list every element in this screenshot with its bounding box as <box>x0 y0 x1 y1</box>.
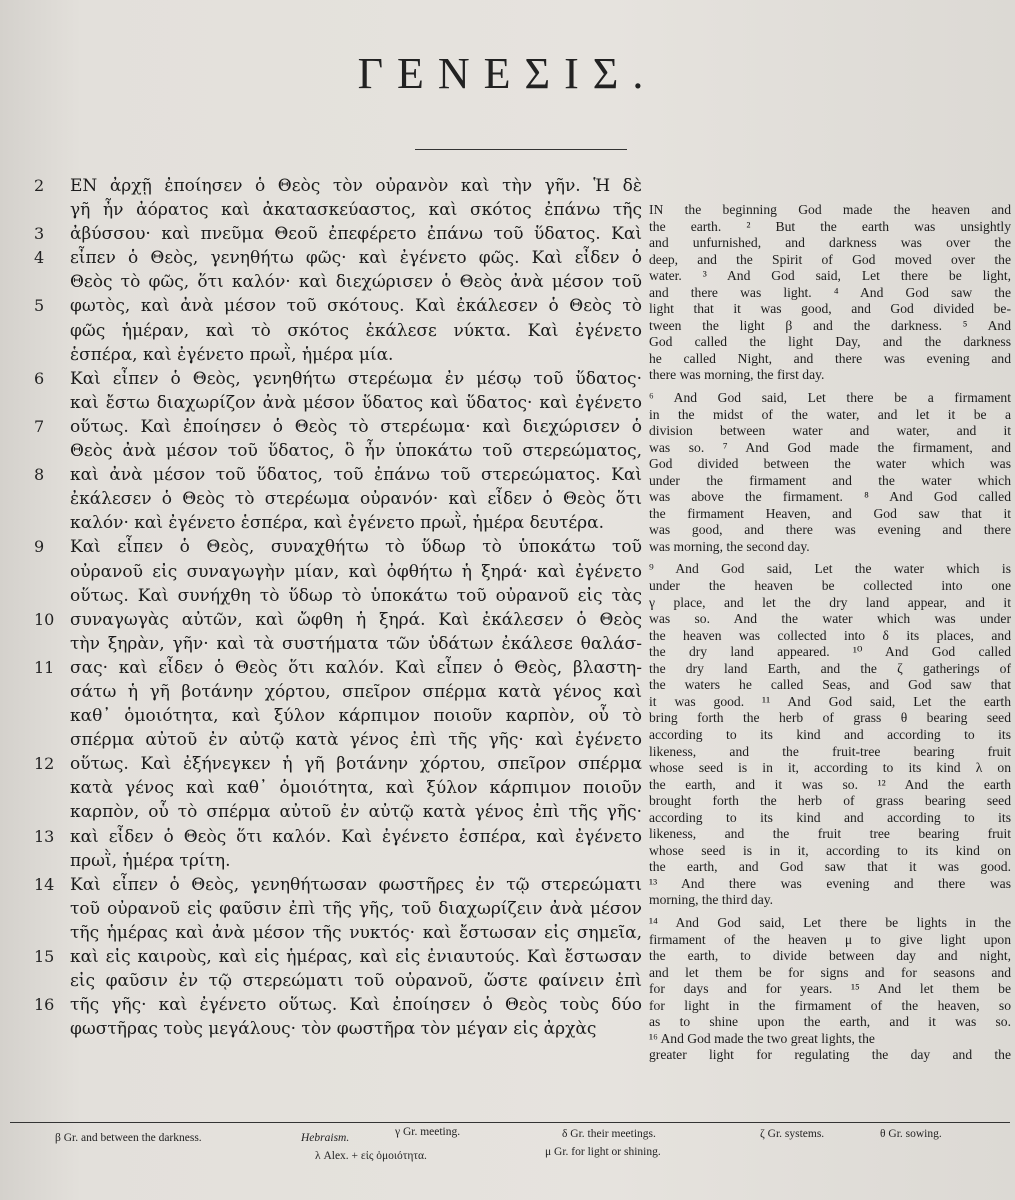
greek-line <box>34 560 642 584</box>
greek-text: τῆς γῆς· καὶ ἐγένετο οὕτως. Καὶ ἐποίησεν ὁ Θεὸς τοὺς δύο <box>70 995 642 1016</box>
verse-number: 4 <box>34 248 45 268</box>
greek-text: εἰς φαῦσιν ἐν τῷ στερεώματι τοῦ οὐρανοῦ, ὥστε φαίνειν ἐπὶ <box>70 971 642 992</box>
greek-line <box>34 1017 642 1041</box>
english-line: ⁹ And God said, Let the water which is <box>649 561 1011 577</box>
verse-number: 8 <box>34 465 45 485</box>
greek-text: οὕτως. Καὶ ἐποίησεν ὁ Θεὸς τὸ στερέωμα· καὶ διεχώρισεν ὁ <box>70 416 642 437</box>
english-line: in the midst of the water, and let it be a <box>649 406 1011 422</box>
page-title: ΓΕΝΕΣΙΣ. <box>357 49 658 98</box>
english-line: God divided between the water which was <box>649 456 1011 472</box>
greek-line <box>34 222 642 246</box>
english-line: greater light for regulating the day and the <box>649 1047 1011 1063</box>
greek-text: καθ᾽ ὁμοιότητα, καὶ ξύλον κάρπιμον ποιοῦν καρπὸν, οὗ τὸ <box>70 706 642 727</box>
greek-text: συναγωγὰς αὐτῶν, καὶ ὤφθη ἡ ξηρά. Καὶ ἐκάλεσεν ὁ Θεὸς <box>70 609 642 630</box>
greek-line <box>34 343 642 367</box>
greek-text: καλόν· καὶ ἐγένετο ἑσπέρα, καὶ ἐγένετο πρωῒ, ἡμέρα δευτέρα. <box>70 513 605 534</box>
greek-line <box>34 656 642 680</box>
greek-line <box>34 704 642 728</box>
greek-line <box>34 198 642 222</box>
english-line: tween the light β and the darkness. ⁵ And <box>649 317 1011 333</box>
greek-text: καρπὸν, οὗ τὸ σπέρμα αὐτοῦ ἐν αὐτῷ κατὰ γένος ἐπὶ τῆς γῆς· <box>70 802 642 823</box>
greek-line <box>34 319 642 343</box>
english-line: likeness, and the fruit-tree bearing fruit <box>649 743 1011 759</box>
english-line: the firmament Heaven, and God saw that it <box>649 505 1011 521</box>
greek-line <box>34 270 642 294</box>
greek-text: οὕτως. Καὶ ἐξήνεγκεν ἡ γῆ βοτάνην χόρτου, σπεῖρον σπέρμα <box>70 754 642 775</box>
english-line: the earth, and it was so. ¹² And the earth <box>649 776 1011 792</box>
english-line: there was morning, the first day. <box>649 367 825 383</box>
greek-line <box>34 463 642 487</box>
greek-line <box>34 367 642 391</box>
english-line: according to its kind and according to its <box>649 809 1011 825</box>
greek-text: ἀβύσσου· καὶ πνεῦμα Θεοῦ ἐπεφέρετο ἐπάνω τοῦ ὕδατος. Καὶ <box>70 224 642 245</box>
english-line: ¹⁴ And God said, Let there be lights in the <box>649 914 1011 930</box>
verse-number: 11 <box>34 657 55 677</box>
english-line: division between water and water, and it <box>649 423 1011 439</box>
greek-text: ΕΝ ἀρχῇ ἐποίησεν ὁ Θεὸς τὸν οὐρανὸν καὶ τὴν γῆν. Ἡ δὲ <box>70 176 642 196</box>
english-line: for days and for years. ¹⁵ And let them be <box>649 981 1011 997</box>
greek-line <box>34 439 642 463</box>
greek-line <box>34 391 642 415</box>
footnote-zeta: ζ Gr. systems. <box>760 1128 825 1140</box>
greek-text: σας· καὶ εἶδεν ὁ Θεὸς ὅτι καλόν. Καὶ εἶπεν ὁ Θεὸς, βλαστη- <box>70 657 642 678</box>
greek-text: οὐρανοῦ εἰς συναγωγὴν μίαν, καὶ ὀφθήτω ἡ ξηρά· καὶ ἐγένετο <box>70 561 642 582</box>
english-line: he called Night, and there was evening and <box>649 350 1011 366</box>
greek-line <box>34 993 642 1017</box>
english-line: under the firmament and the water which <box>649 472 1011 488</box>
greek-text: Θεὸς τὸ φῶς, ὅτι καλόν· καὶ διεχώρισεν ὁ Θεὸς ἀνὰ μέσον τοῦ <box>70 272 642 293</box>
greek-column <box>34 174 642 1041</box>
greek-line <box>34 849 642 873</box>
verse-number: 6 <box>34 368 45 388</box>
greek-text: τοῦ οὐρανοῦ εἰς φαῦσιν ἐπὶ τῆς γῆς, τοῦ διαχωρίζειν ἀνὰ μέσον <box>70 898 642 919</box>
verse-number: 5 <box>34 296 45 316</box>
verse-number: 7 <box>34 416 45 436</box>
greek-line <box>34 246 642 270</box>
english-line: the dry land appeared. ¹⁰ And God called <box>649 644 1011 660</box>
verse-number: 15 <box>34 947 55 966</box>
greek-text: Καὶ εἶπεν ὁ Θεὸς, γενηθήτω στερέωμα ἐν μέσῳ τοῦ ὕδατος· <box>70 368 642 389</box>
greek-text: κατὰ γένος καὶ καθ᾽ ὁμοιότητα, καὶ ξύλον κάρπιμον ποιοῦν <box>70 778 642 799</box>
english-line: for light in the firmament of the heaven, so <box>649 997 1011 1013</box>
greek-text: Καὶ εἶπεν ὁ Θεὸς, συναχθήτω τὸ ὕδωρ τὸ ὑποκάτω τοῦ <box>70 537 642 558</box>
english-line: the waters he called Seas, and God saw that <box>649 677 1011 693</box>
greek-text: τὴν ξηρὰν, γῆν· καὶ τὰ συστήματα τῶν ὑδάτων ἐκάλεσε θαλάσ- <box>70 633 642 654</box>
english-line: bring forth the herb of grass θ bearing seed <box>649 710 1011 726</box>
greek-text: καὶ εἶδεν ὁ Θεὸς ὅτι καλόν. Καὶ ἐγένετο ἑσπέρα, καὶ ἐγένετο <box>70 826 642 847</box>
footnote-beta: β Gr. and between the darkness. <box>55 1132 202 1144</box>
greek-line <box>34 584 642 608</box>
english-line: the heaven was collected into δ its places, and <box>649 627 1011 643</box>
english-line: whose seed is in it, according to its kind λ on <box>649 760 1011 776</box>
english-line: whose seed is in it, according to its kind on <box>649 842 1011 858</box>
greek-line <box>34 945 642 969</box>
english-line: deep, and the Spirit of God moved over the <box>649 251 1011 267</box>
greek-line <box>34 752 642 776</box>
footnote-gamma: γ Gr. meeting. <box>395 1126 461 1138</box>
verse-number: 2 <box>34 176 45 195</box>
english-line: and unfurnished, and darkness was over the <box>649 235 1011 251</box>
greek-text: Θεὸς ἀνὰ μέσον τοῦ ὕδατος, ὃ ἦν ὑποκάτω τοῦ στερεώματος, <box>70 441 642 462</box>
english-line: under the heaven be collected into one <box>649 578 1011 594</box>
verse-number: 3 <box>34 224 45 244</box>
greek-text: πρωῒ, ἡμέρα τρίτη. <box>70 850 231 871</box>
greek-text: καὶ εἰς καιροὺς, καὶ εἰς ἡμέρας, καὶ εἰς ἐνιαυτούς. Καὶ ἔστωσαν <box>70 947 642 967</box>
english-line: was so. And the water which was under <box>649 611 1011 627</box>
verse-number: 13 <box>34 826 55 846</box>
footnote-rule <box>10 1122 1010 1123</box>
english-line: the earth, and God saw that it was good. <box>649 859 1011 875</box>
greek-line <box>34 174 642 198</box>
english-line: firmament of the heaven μ to give light upon <box>649 931 1011 947</box>
english-line: it was good. ¹¹ And God said, Let the earth <box>649 693 1011 709</box>
english-column <box>649 202 1011 1064</box>
verse-number: 14 <box>34 874 55 894</box>
greek-line <box>34 608 642 632</box>
greek-text: φωτὸς, καὶ ἀνὰ μέσον τοῦ σκότους. Καὶ ἐκάλεσεν ὁ Θεὸς τὸ <box>70 296 642 317</box>
english-line: brought forth the herb of grass bearing seed <box>649 793 1011 809</box>
greek-line <box>34 294 642 318</box>
greek-line <box>34 728 642 752</box>
greek-line <box>34 415 642 439</box>
english-line: was morning, the second day. <box>649 538 810 554</box>
footnote-lambda: λ Alex. + εἰς ὁμοιότητα. <box>315 1150 427 1162</box>
english-line: morning, the third day. <box>649 892 774 908</box>
english-line: the earth, to divide between day and night, <box>649 948 1011 964</box>
english-line: as to shine upon the earth, and it was so. <box>649 1014 1011 1030</box>
greek-line <box>34 680 642 704</box>
english-line: γ place, and let the dry land appear, and it <box>649 594 1011 610</box>
english-line: and let them be for signs and for seasons and <box>649 964 1011 980</box>
greek-line <box>34 632 642 656</box>
english-line: ¹³ And there was evening and there was <box>649 875 1011 891</box>
english-line: and there was light. ⁴ And God saw the <box>649 284 1011 300</box>
greek-text: Καὶ εἶπεν ὁ Θεὸς, γενηθήτωσαν φωστῆρες ἐν τῷ στερεώματι <box>70 874 642 895</box>
verse-number: 10 <box>34 609 55 629</box>
greek-line <box>34 921 642 945</box>
english-line: ¹⁶ And God made the two great lights, the <box>649 1030 875 1046</box>
english-line: God called the light Day, and the darkness <box>649 334 1011 350</box>
greek-text: οὕτως. Καὶ συνήχθη τὸ ὕδωρ τὸ ὑποκάτω τοῦ οὐρανοῦ εἰς τὰς <box>70 585 642 606</box>
english-line: water. ³ And God said, Let there be light, <box>649 268 1011 284</box>
english-line: was good, and there was evening and there <box>649 522 1011 538</box>
greek-line <box>34 825 642 849</box>
title-rule <box>415 149 627 150</box>
greek-text: εἶπεν ὁ Θεὸς, γενηθήτω φῶς· καὶ ἐγένετο φῶς. Καὶ εἶδεν ὁ <box>70 248 642 269</box>
greek-line <box>34 897 642 921</box>
footnote-theta: θ Gr. sowing. <box>880 1128 942 1140</box>
greek-text: γῆ ἦν ἀόρατος καὶ ἀκατασκεύαστος, καὶ σκότος ἐπάνω τῆς <box>70 200 642 221</box>
greek-text: φωστῆρας τοὺς μεγάλους· τὸν φωστῆρα τὸν μέγαν εἰς ἀρχὰς <box>70 1019 597 1040</box>
greek-text: ἑσπέρα, καὶ ἐγένετο πρωῒ, ἡμέρα μία. <box>70 344 394 365</box>
greek-text: φῶς ἡμέραν, καὶ τὸ σκότος ἐκάλεσε νύκτα. Καὶ ἐγένετο <box>70 320 642 341</box>
greek-line <box>34 535 642 559</box>
english-line: ⁶ And God said, Let there be a firmament <box>649 390 1011 406</box>
english-line: likeness, and the fruit tree bearing fruit <box>649 826 1011 842</box>
english-line: was so. ⁷ And God made the firmament, and <box>649 439 1011 455</box>
greek-line <box>34 511 642 535</box>
greek-line <box>34 487 642 511</box>
verse-number: 16 <box>34 995 55 1015</box>
greek-text: σάτω ἡ γῆ βοτάνην χόρτου, σπεῖρον σπέρμα κατὰ γένος καὶ <box>70 681 642 702</box>
greek-line <box>34 873 642 897</box>
english-line: the earth. ² But the earth was unsightly <box>649 218 1011 234</box>
english-line: IN the beginning God made the heaven and <box>649 202 1011 217</box>
greek-text: καὶ ἀνὰ μέσον τοῦ ὕδατος, τοῦ ἐπάνω τοῦ στερεώματος. Καὶ <box>70 465 642 486</box>
footnote-mu: μ Gr. for light or shining. <box>545 1146 661 1158</box>
greek-line <box>34 969 642 993</box>
greek-line <box>34 776 642 800</box>
verse-number: 9 <box>34 537 45 557</box>
footnote-delta: δ Gr. their meetings. <box>562 1128 656 1140</box>
verse-number: 12 <box>34 754 55 774</box>
footnote-hebraism: Hebraism. <box>301 1132 350 1144</box>
greek-text: ἐκάλεσεν ὁ Θεὸς τὸ στερέωμα οὐρανόν· καὶ εἶδεν ὁ Θεὸς ὅτι <box>70 489 642 510</box>
english-line: the dry land Earth, and the ζ gatherings of <box>649 660 1011 676</box>
greek-text: σπέρμα αὐτοῦ ἐν αὐτῷ κατὰ γένος ἐπὶ τῆς γῆς· καὶ ἐγένετο <box>70 730 642 751</box>
english-line: according to its kind and according to its <box>649 726 1011 742</box>
english-line: light that it was good, and God divided be- <box>649 301 1011 317</box>
english-line: was above the firmament. ⁸ And God called <box>649 489 1011 505</box>
greek-text: τῆς ἡμέρας καὶ ἀνὰ μέσον τῆς νυκτός· καὶ ἔστωσαν εἰς σημεῖα, <box>70 922 642 943</box>
greek-line <box>34 800 642 824</box>
greek-text: καὶ ἔστω διαχωρίζον ἀνὰ μέσον ὕδατος καὶ ὕδατος· καὶ ἐγένετο <box>70 392 642 413</box>
